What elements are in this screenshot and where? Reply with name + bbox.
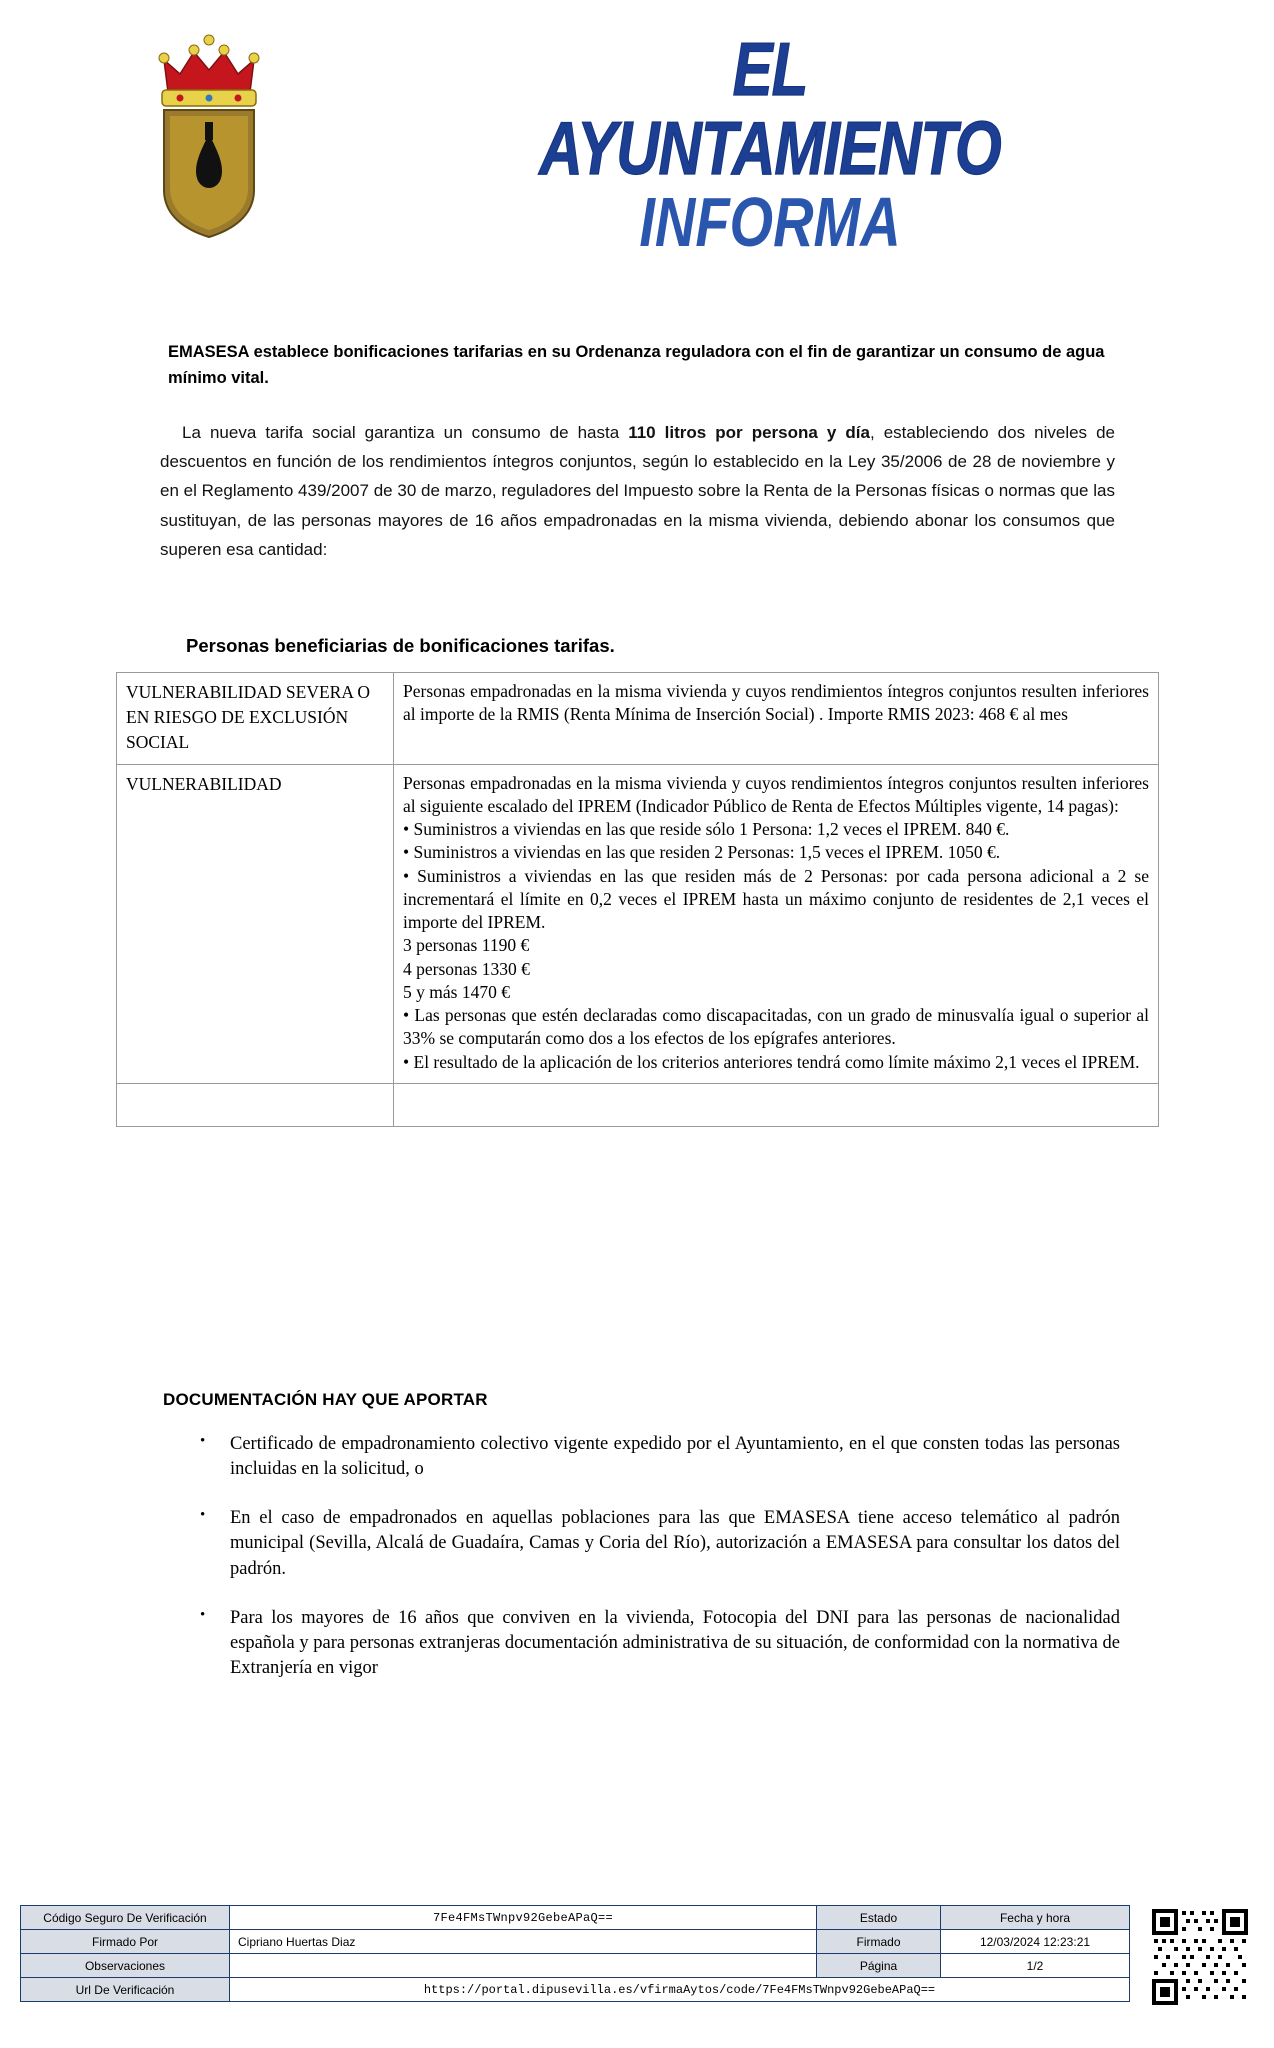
desc-bullet: • Suministros a viviendas en las que residen más de 2 Personas: por cada persona adicional a 2 se incrementará el límite en 0,2 veces el IPREM hasta un máximo conjunto de residentes de 2,1 veces el importe del IPREM.	[403, 865, 1149, 933]
table-row-empty	[117, 1083, 1159, 1126]
verification-value-csv: 7Fe4FMsTWnpv92GebeAPaQ==	[230, 1906, 817, 1930]
intro-body-highlight: 110 litros por persona y día	[628, 423, 870, 442]
banner-line-1: EL AYUNTAMIENTO	[539, 27, 1001, 190]
banner-line-2: INFORMA	[639, 182, 901, 261]
verification-value-url[interactable]: https://portal.dipusevilla.es/vfirmaAytos/code/7Fe4FMsTWnpv92GebeAPaQ==	[230, 1978, 1130, 2002]
table-cell-description	[394, 764, 1159, 1083]
verification-value-observations	[230, 1954, 817, 1978]
verification-value-status: Firmado	[817, 1930, 941, 1954]
table-cell-empty-description	[394, 1083, 1159, 1126]
table-row	[117, 764, 1159, 1083]
desc-scale-item: 4 personas 1330 €	[403, 958, 530, 979]
desc-scale-item: 5 y más 1470 €	[403, 981, 510, 1002]
verification-row-csv	[21, 1906, 1130, 1930]
table-cell-empty-category	[117, 1083, 394, 1126]
list-item: • En el caso de empadronados en aquellas poblaciones para las que EMASESA tiene acceso telemático al padrón municipal (Sevilla, Alcalá de Guadaíra, Camas y Coria del Río), autorización a EMASESA para consultar los datos del padrón.	[212, 1506, 1120, 1581]
verification-row-signedby	[21, 1930, 1130, 1954]
verification-value-datetime: 12/03/2024 12:23:21	[941, 1930, 1130, 1954]
tarifas-table	[116, 672, 1159, 1127]
documentation-list	[190, 1432, 1120, 1705]
intro-body-prefix: La nueva tarifa social garantiza un consumo de hasta	[182, 423, 629, 442]
verification-value-signed-by: Cipriano Huertas Diaz	[230, 1930, 817, 1954]
verification-label-datetime: Fecha y hora	[941, 1906, 1130, 1930]
desc-intro: Personas empadronadas en la misma vivienda y cuyos rendimientos íntegros conjuntos resulten inferiores al siguiente escalado del IPREM (Indicador Público de Renta de Efectos Múltiples vigente, 14 pagas):	[403, 772, 1149, 816]
verification-label-csv: Código Seguro De Verificación	[21, 1906, 230, 1930]
desc-bullet: • Las personas que estén declaradas como discapacitadas, con un grado de minusvalía igual o superior al 33% se computarán como dos a los efectos de los epígrafes anteriores.	[403, 1005, 1149, 1049]
table-cell-description: Personas empadronadas en la misma vivienda y cuyos rendimientos íntegros conjuntos resulten inferiores al importe de la RMIS (Renta Mínima de Inserción Social) . Importe RMIS 2023: 468 € al mes	[394, 673, 1159, 765]
list-item: • Para los mayores de 16 años que conviven en la vivienda, Fotocopia del DNI para las personas de nacionalidad española y para personas extranjeras documentación administrativa de su situación, de conformidad con la normativa de Extranjería en vigor	[212, 1606, 1120, 1681]
banner	[500, 27, 1040, 261]
intro-bold-paragraph: EMASESA establece bonificaciones tarifarias en su Ordenanza reguladora con el fin de garantizar un consumo de agua mínimo vital.	[168, 343, 1105, 387]
desc-bullet: • Suministros a viviendas en las que residen 2 Personas: 1,5 veces el IPREM. 1050 €.	[403, 842, 1001, 863]
table-cell-category: VULNERABILIDAD	[117, 764, 394, 1083]
verification-value-page: 1/2	[941, 1954, 1130, 1978]
intro-body-rest: , estableciendo dos niveles de descuentos en función de los rendimientos íntegros conjuntos, según lo establecido en la Ley 35/2006 de 28 de noviembre y en el Reglamento 439/2007 de 30 de marzo, reguladores del Impuesto sobre la Renta de la Personas físicas o normas que las sustituyan, de las personas mayores de 16 años empadronadas en la misma vivienda, debiendo abonar los consumos que superen esa cantidad:	[160, 423, 1116, 559]
desc-bullet: • Suministros a viviendas en las que reside sólo 1 Persona: 1,2 veces el IPREM. 840 €.	[403, 819, 1010, 840]
desc-bullet: • El resultado de la aplicación de los criterios anteriores tendrá como límite máximo 2,1 veces el IPREM.	[403, 1051, 1140, 1072]
intro-body-paragraph	[160, 418, 1115, 564]
verification-label-signed-by: Firmado Por	[21, 1930, 230, 1954]
verification-row-observations	[21, 1954, 1130, 1978]
coat-of-arms-icon	[150, 30, 268, 240]
verification-table	[20, 1905, 1130, 2002]
table-cell-category: VULNERABILIDAD SEVERA O EN RIESGO DE EXCLUSIÓN SOCIAL	[117, 673, 394, 765]
desc-scale-item: 3 personas 1190 €	[403, 935, 530, 956]
beneficiaries-title: Personas beneficiarias de bonificaciones tarifas.	[186, 635, 615, 656]
documentation-title: DOCUMENTACIÓN HAY QUE APORTAR	[163, 1390, 488, 1409]
verification-label-url: Url De Verificación	[21, 1978, 230, 2002]
table-row	[117, 673, 1159, 765]
verification-label-observations: Observaciones	[21, 1954, 230, 1978]
verification-row-url	[21, 1978, 1130, 2002]
document-header	[0, 0, 1274, 330]
verification-label-page: Página	[817, 1954, 941, 1978]
list-item: • Certificado de empadronamiento colectivo vigente expedido por el Ayuntamiento, en el que consten todas las personas incluidas en la solicitud, o	[212, 1432, 1120, 1482]
verification-label-status: Estado	[817, 1906, 941, 1930]
qr-code-icon	[1148, 1905, 1252, 2009]
